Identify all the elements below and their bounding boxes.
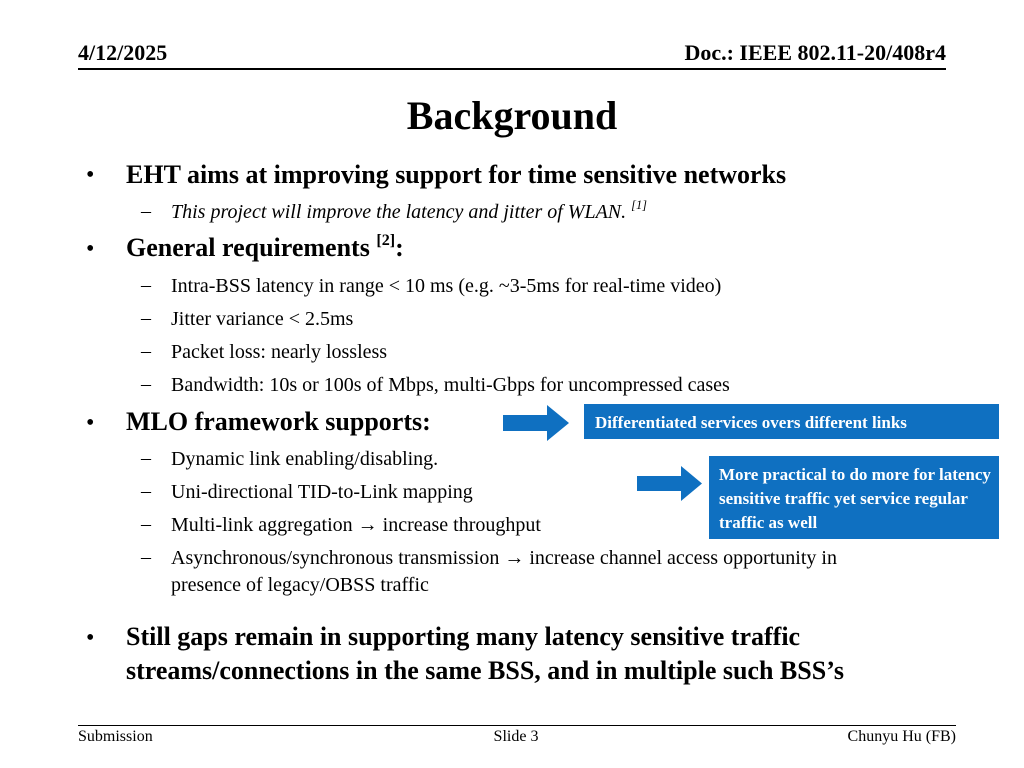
right-arrow-icon bbox=[503, 405, 569, 441]
header-date: 4/12/2025 bbox=[78, 40, 168, 65]
dash-marker: – bbox=[141, 546, 151, 568]
footer-author: Chunyu Hu (FB) bbox=[847, 728, 956, 745]
dash-marker: – bbox=[141, 307, 151, 329]
footer-rule bbox=[78, 725, 956, 726]
dash-marker: – bbox=[141, 480, 151, 502]
subbullet-bandwidth: Bandwidth: 10s or 100s of Mbps, multi-Gbps for uncompressed cases bbox=[171, 374, 730, 396]
callout-more-practical: More practical to do more for latency sensitive traffic yet service regular traffic as well bbox=[709, 456, 999, 539]
bullet-still-gaps-line2: streams/connections in the same BSS, and in multiple such BSS’s bbox=[126, 656, 845, 685]
reference-2: [2] bbox=[376, 231, 396, 249]
slide-title: Background bbox=[406, 93, 618, 138]
subbullet-project-improve bbox=[171, 198, 647, 224]
reference-1: [1] bbox=[631, 198, 647, 213]
subbullet-async-sync-line1: Asynchronous/synchronous transmission → increase channel access opportunity in bbox=[171, 547, 837, 569]
bullet-marker: • bbox=[86, 162, 95, 188]
right-arrow-icon bbox=[637, 466, 702, 501]
bullet-suffix: : bbox=[395, 233, 404, 262]
bullet-marker: • bbox=[86, 236, 95, 262]
bullet-eht-aims: EHT aims at improving support for time sensitive networks bbox=[126, 160, 787, 189]
bullet-marker: • bbox=[86, 625, 95, 651]
dash-marker: – bbox=[141, 340, 151, 362]
callout-differentiated-services: Differentiated services overs different links bbox=[584, 404, 999, 439]
subbullet-jitter: Jitter variance < 2.5ms bbox=[171, 308, 354, 330]
subbullet-async-sync-line2: presence of legacy/OBSS traffic bbox=[171, 574, 429, 596]
subbullet-tid-to-link: Uni-directional TID-to-Link mapping bbox=[171, 481, 473, 503]
footer-submission: Submission bbox=[78, 728, 153, 745]
bullet-text: General requirements bbox=[126, 233, 370, 262]
subbullet-dynamic-link: Dynamic link enabling/disabling. bbox=[171, 448, 439, 470]
bullet-general-requirements bbox=[126, 233, 404, 263]
header-rule bbox=[78, 68, 946, 70]
dash-marker: – bbox=[141, 373, 151, 395]
dash-marker: – bbox=[141, 274, 151, 296]
bullet-still-gaps-line1: Still gaps remain in supporting many latency sensitive traffic bbox=[126, 622, 801, 651]
subbullet-packet-loss: Packet loss: nearly lossless bbox=[171, 341, 388, 363]
subbullet-text: This project will improve the latency and jitter of WLAN. bbox=[171, 201, 627, 223]
subbullet-multi-link-aggregation: Multi-link aggregation → increase throughput bbox=[171, 514, 541, 536]
footer-slide-number: Slide 3 bbox=[493, 728, 539, 745]
dash-marker: – bbox=[141, 447, 151, 469]
bullet-mlo-framework: MLO framework supports: bbox=[126, 407, 431, 436]
dash-marker: – bbox=[141, 513, 151, 535]
bullet-marker: • bbox=[86, 410, 95, 436]
header-doc-id: Doc.: IEEE 802.11-20/408r4 bbox=[684, 40, 946, 65]
subbullet-intra-bss-latency: Intra-BSS latency in range < 10 ms (e.g. ~3-5ms for real-time video) bbox=[171, 275, 722, 297]
dash-marker: – bbox=[141, 200, 151, 222]
